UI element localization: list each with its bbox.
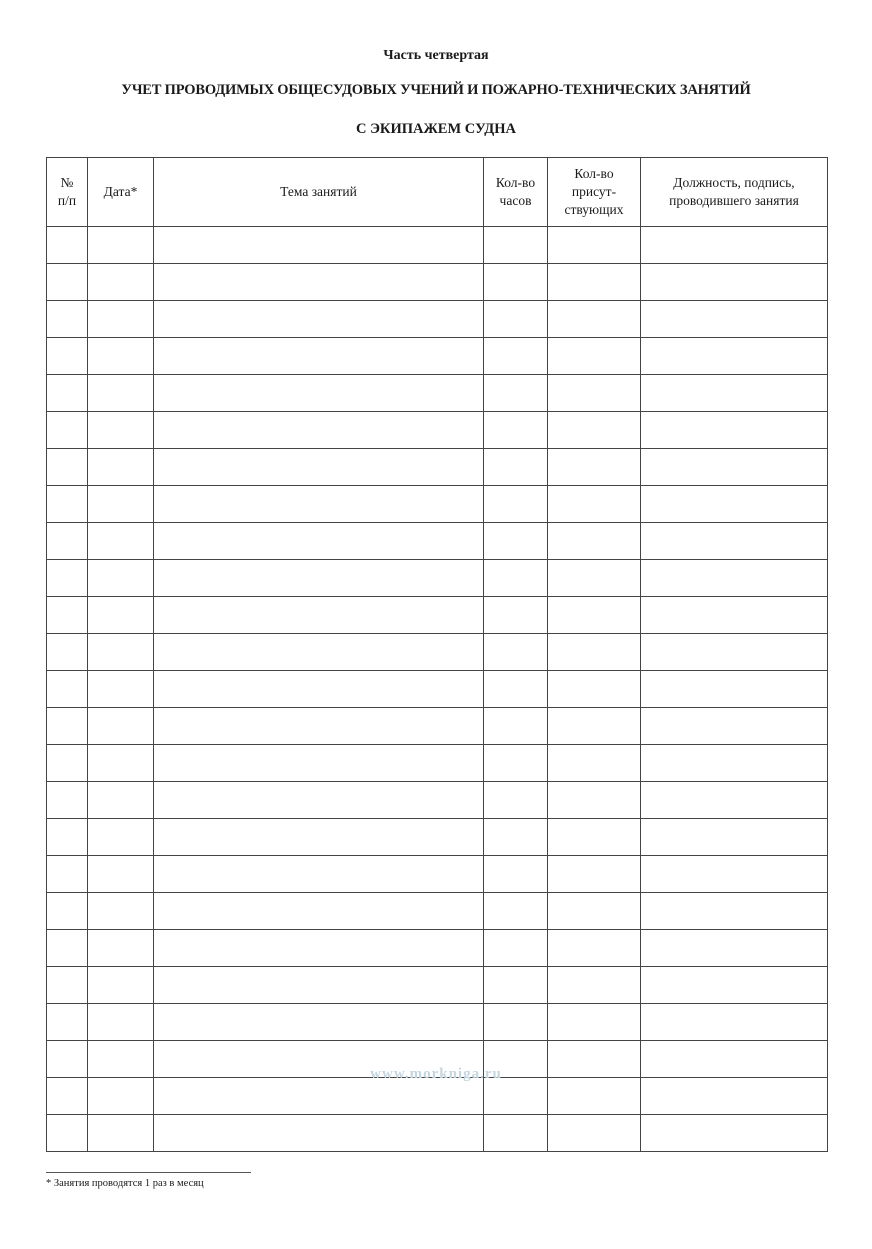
cell-number bbox=[47, 375, 88, 412]
cell-topic bbox=[154, 375, 484, 412]
cell-date bbox=[88, 893, 154, 930]
cell-position-signature bbox=[641, 708, 828, 745]
cell-topic bbox=[154, 338, 484, 375]
cell-topic bbox=[154, 560, 484, 597]
cell-date bbox=[88, 967, 154, 1004]
cell-attendees bbox=[548, 264, 641, 301]
cell-date bbox=[88, 819, 154, 856]
header-position-signature: Должность, подпись, проводившего занятия bbox=[641, 158, 828, 227]
cell-number bbox=[47, 1078, 88, 1115]
cell-hours bbox=[484, 338, 548, 375]
cell-date bbox=[88, 523, 154, 560]
table-row bbox=[47, 338, 828, 375]
cell-number bbox=[47, 634, 88, 671]
cell-attendees bbox=[548, 782, 641, 819]
table-row bbox=[47, 486, 828, 523]
table-row bbox=[47, 634, 828, 671]
table-body bbox=[47, 227, 828, 1152]
cell-date bbox=[88, 782, 154, 819]
cell-number bbox=[47, 227, 88, 264]
cell-position-signature bbox=[641, 227, 828, 264]
training-log-table bbox=[46, 157, 828, 1152]
cell-date bbox=[88, 634, 154, 671]
cell-date bbox=[88, 1115, 154, 1152]
cell-attendees bbox=[548, 523, 641, 560]
cell-attendees bbox=[548, 486, 641, 523]
cell-date bbox=[88, 708, 154, 745]
cell-hours bbox=[484, 930, 548, 967]
table-row bbox=[47, 523, 828, 560]
part-title: Часть четвертая bbox=[383, 48, 489, 63]
cell-hours bbox=[484, 486, 548, 523]
cell-topic bbox=[154, 634, 484, 671]
cell-topic bbox=[154, 745, 484, 782]
cell-date bbox=[88, 301, 154, 338]
cell-position-signature bbox=[641, 597, 828, 634]
cell-position-signature bbox=[641, 486, 828, 523]
cell-attendees bbox=[548, 930, 641, 967]
cell-topic bbox=[154, 967, 484, 1004]
cell-attendees bbox=[548, 375, 641, 412]
cell-position-signature bbox=[641, 967, 828, 1004]
cell-number bbox=[47, 1115, 88, 1152]
cell-attendees bbox=[548, 893, 641, 930]
cell-topic bbox=[154, 819, 484, 856]
cell-position-signature bbox=[641, 301, 828, 338]
cell-position-signature bbox=[641, 449, 828, 486]
cell-hours bbox=[484, 893, 548, 930]
cell-topic bbox=[154, 486, 484, 523]
cell-number bbox=[47, 338, 88, 375]
document-title-line-2: С ЭКИПАЖЕМ СУДНА bbox=[356, 121, 516, 137]
cell-date bbox=[88, 1078, 154, 1115]
cell-topic bbox=[154, 782, 484, 819]
cell-hours bbox=[484, 1078, 548, 1115]
cell-number bbox=[47, 856, 88, 893]
cell-position-signature bbox=[641, 375, 828, 412]
cell-topic bbox=[154, 412, 484, 449]
table-row bbox=[47, 930, 828, 967]
cell-position-signature bbox=[641, 856, 828, 893]
table-row bbox=[47, 671, 828, 708]
cell-hours bbox=[484, 597, 548, 634]
cell-position-signature bbox=[641, 930, 828, 967]
cell-hours bbox=[484, 1115, 548, 1152]
cell-attendees bbox=[548, 856, 641, 893]
cell-position-signature bbox=[641, 1078, 828, 1115]
cell-number bbox=[47, 412, 88, 449]
table-row bbox=[47, 819, 828, 856]
document-title-line-1: УЧЕТ ПРОВОДИМЫХ ОБЩЕСУДОВЫХ УЧЕНИЙ И ПОЖАРНО-ТЕХНИЧЕСКИХ ЗАНЯТИЙ bbox=[121, 82, 751, 98]
header-hours: Кол-во часов bbox=[484, 158, 548, 227]
cell-topic bbox=[154, 449, 484, 486]
table-row bbox=[47, 412, 828, 449]
cell-hours bbox=[484, 264, 548, 301]
cell-position-signature bbox=[641, 782, 828, 819]
cell-number bbox=[47, 449, 88, 486]
table-header-row bbox=[47, 158, 828, 227]
cell-hours bbox=[484, 967, 548, 1004]
table-row bbox=[47, 1078, 828, 1115]
cell-topic bbox=[154, 930, 484, 967]
cell-attendees bbox=[548, 560, 641, 597]
cell-topic bbox=[154, 1004, 484, 1041]
table-row bbox=[47, 1004, 828, 1041]
cell-number bbox=[47, 301, 88, 338]
cell-attendees bbox=[548, 967, 641, 1004]
cell-attendees bbox=[548, 634, 641, 671]
table-row bbox=[47, 782, 828, 819]
cell-hours bbox=[484, 819, 548, 856]
cell-number bbox=[47, 819, 88, 856]
table-row bbox=[47, 967, 828, 1004]
table-row bbox=[47, 227, 828, 264]
cell-number bbox=[47, 523, 88, 560]
cell-number bbox=[47, 560, 88, 597]
cell-position-signature bbox=[641, 893, 828, 930]
cell-topic bbox=[154, 523, 484, 560]
cell-number bbox=[47, 486, 88, 523]
cell-position-signature bbox=[641, 338, 828, 375]
footnote-divider bbox=[46, 1172, 251, 1173]
table-row bbox=[47, 856, 828, 893]
cell-date bbox=[88, 375, 154, 412]
cell-date bbox=[88, 449, 154, 486]
cell-hours bbox=[484, 782, 548, 819]
cell-topic bbox=[154, 264, 484, 301]
cell-attendees bbox=[548, 671, 641, 708]
cell-attendees bbox=[548, 1078, 641, 1115]
table-row bbox=[47, 745, 828, 782]
cell-number bbox=[47, 893, 88, 930]
cell-hours bbox=[484, 560, 548, 597]
cell-position-signature bbox=[641, 264, 828, 301]
table-row bbox=[47, 708, 828, 745]
cell-hours bbox=[484, 375, 548, 412]
table-row bbox=[47, 560, 828, 597]
cell-number bbox=[47, 1004, 88, 1041]
cell-attendees bbox=[548, 1004, 641, 1041]
cell-number bbox=[47, 745, 88, 782]
cell-hours bbox=[484, 634, 548, 671]
table-row bbox=[47, 449, 828, 486]
cell-date bbox=[88, 856, 154, 893]
cell-date bbox=[88, 1004, 154, 1041]
cell-position-signature bbox=[641, 634, 828, 671]
cell-hours bbox=[484, 671, 548, 708]
cell-position-signature bbox=[641, 671, 828, 708]
header-attendees: Кол-во присут- ствующих bbox=[548, 158, 641, 227]
cell-date bbox=[88, 930, 154, 967]
cell-hours bbox=[484, 449, 548, 486]
cell-attendees bbox=[548, 412, 641, 449]
cell-attendees bbox=[548, 597, 641, 634]
table-row bbox=[47, 264, 828, 301]
cell-hours bbox=[484, 745, 548, 782]
cell-number bbox=[47, 264, 88, 301]
table-row bbox=[47, 301, 828, 338]
cell-attendees bbox=[548, 1115, 641, 1152]
cell-attendees bbox=[548, 745, 641, 782]
cell-topic bbox=[154, 893, 484, 930]
cell-attendees bbox=[548, 819, 641, 856]
cell-date bbox=[88, 745, 154, 782]
cell-hours bbox=[484, 708, 548, 745]
cell-topic bbox=[154, 301, 484, 338]
cell-attendees bbox=[548, 301, 641, 338]
cell-attendees bbox=[548, 227, 641, 264]
cell-position-signature bbox=[641, 745, 828, 782]
watermark: www.morkniga.ru bbox=[370, 1066, 502, 1082]
cell-date bbox=[88, 338, 154, 375]
cell-date bbox=[88, 264, 154, 301]
cell-position-signature bbox=[641, 1115, 828, 1152]
footnote: * Занятия проводятся 1 раз в месяц bbox=[46, 1178, 204, 1189]
cell-attendees bbox=[548, 338, 641, 375]
cell-position-signature bbox=[641, 412, 828, 449]
cell-hours bbox=[484, 1004, 548, 1041]
cell-position-signature bbox=[641, 1004, 828, 1041]
header-topic: Тема занятий bbox=[154, 158, 484, 227]
cell-topic bbox=[154, 227, 484, 264]
cell-date bbox=[88, 227, 154, 264]
cell-hours bbox=[484, 412, 548, 449]
cell-position-signature bbox=[641, 819, 828, 856]
cell-hours bbox=[484, 523, 548, 560]
cell-hours bbox=[484, 856, 548, 893]
cell-topic bbox=[154, 856, 484, 893]
cell-position-signature bbox=[641, 523, 828, 560]
cell-hours bbox=[484, 227, 548, 264]
table-row bbox=[47, 375, 828, 412]
cell-number bbox=[47, 782, 88, 819]
cell-date bbox=[88, 412, 154, 449]
cell-topic bbox=[154, 708, 484, 745]
table-row bbox=[47, 597, 828, 634]
cell-number bbox=[47, 671, 88, 708]
cell-number bbox=[47, 708, 88, 745]
cell-topic bbox=[154, 597, 484, 634]
cell-number bbox=[47, 930, 88, 967]
cell-topic bbox=[154, 1115, 484, 1152]
table-row bbox=[47, 893, 828, 930]
cell-topic bbox=[154, 1078, 484, 1115]
cell-date bbox=[88, 560, 154, 597]
header-date: Дата* bbox=[88, 158, 154, 227]
table-row bbox=[47, 1115, 828, 1152]
cell-hours bbox=[484, 301, 548, 338]
cell-date bbox=[88, 597, 154, 634]
cell-number bbox=[47, 597, 88, 634]
cell-attendees bbox=[548, 708, 641, 745]
cell-position-signature bbox=[641, 560, 828, 597]
cell-attendees bbox=[548, 449, 641, 486]
cell-number bbox=[47, 967, 88, 1004]
cell-topic bbox=[154, 671, 484, 708]
cell-date bbox=[88, 671, 154, 708]
header-number: № п/п bbox=[47, 158, 88, 227]
cell-date bbox=[88, 486, 154, 523]
